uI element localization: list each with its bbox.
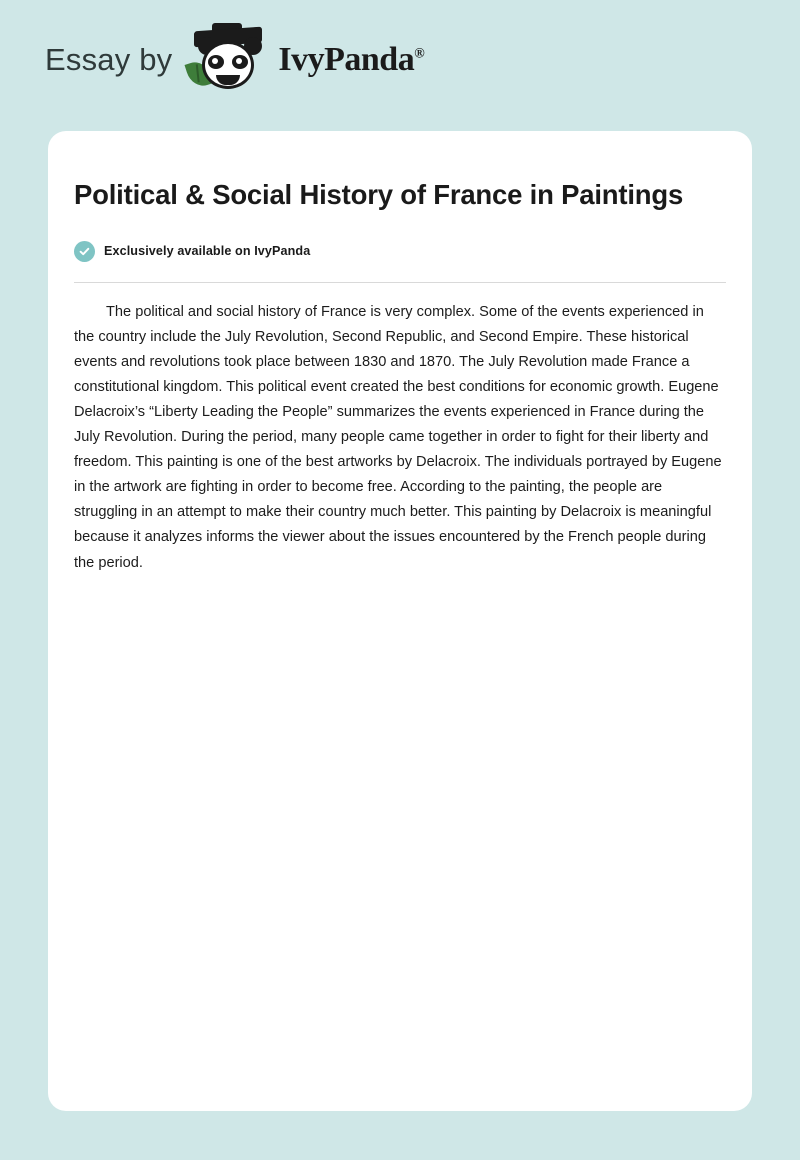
page-title: Political & Social History of France in Paintings [74,179,684,210]
badge-label: Exclusively available on IvyPanda [104,244,311,259]
check-circle-icon [74,241,95,262]
site-header [0,0,800,80]
document-card [48,131,752,1111]
exclusivity-badge [74,241,726,262]
essay-paragraph: The political and social history of France is very complex. Some of the events experienced in the country include the July Revolution, Second Republic, and Second Empire. These historical events and revolutions took place between 1830 and 1870. The July Revolution made France a constitutional kingdom. This political event created the best conditions for economic growth. Eugene Delacroix’s “Liberty Leading the People” summarizes the events experienced in France during the July Revolution. During the period, many people came together in order to fight for their liberty and freedom. This painting is one of the best artworks by Delacroix. The individuals portrayed by Eugene in the artwork are fighting in order to become free. According to the painting, the people are struggling in an attempt to make their country much better. This painting by Delacroix is meaningful because it analyzes informs the viewer about the issues encountered by the French people during the period. [74,303,722,571]
registered-mark: ® [414,46,425,62]
title-divider [74,282,726,283]
brand-name-text: IvyPanda [278,41,415,78]
brand-logo[interactable] [186,29,424,91]
panda-logo-icon [186,29,272,91]
brand-name-label [278,41,424,79]
header-prefix-label: Essay by [45,42,173,77]
